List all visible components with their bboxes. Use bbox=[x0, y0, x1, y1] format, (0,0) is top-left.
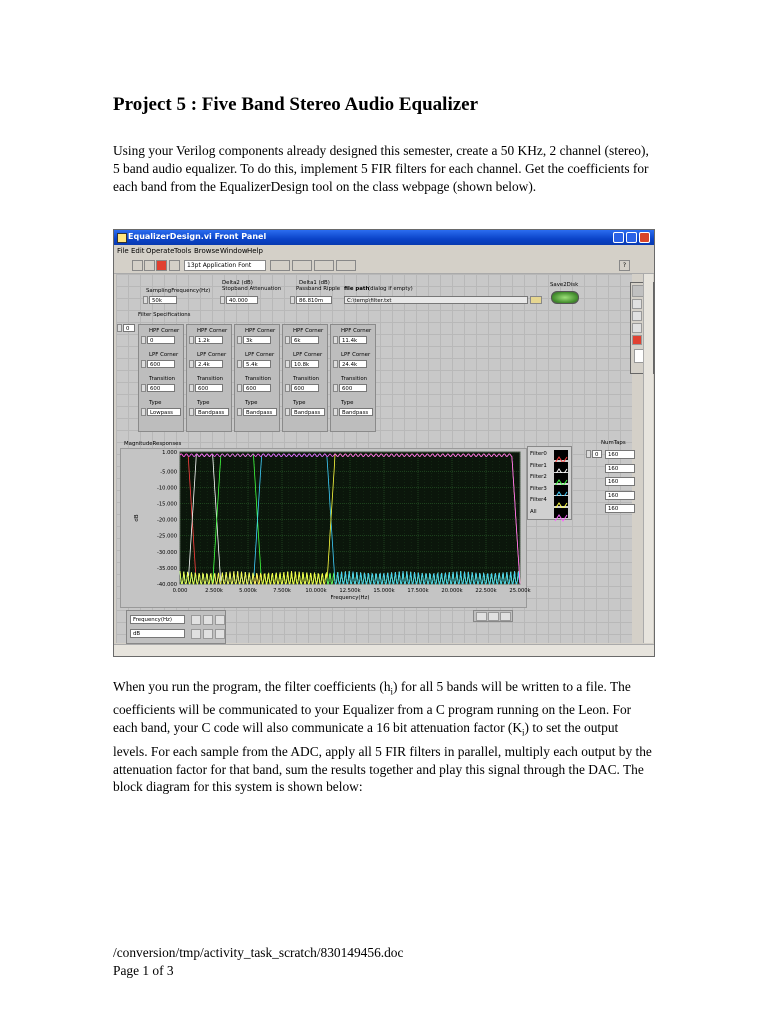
filter-spec-4 bbox=[330, 324, 376, 432]
font-selector[interactable]: 13pt Application Font bbox=[184, 260, 266, 271]
filter-3-hpf-spinner[interactable] bbox=[285, 336, 290, 344]
y-tick-label: -30.000 bbox=[156, 549, 177, 556]
filter-2-type-spinner[interactable] bbox=[237, 408, 242, 416]
filter-1-hpf-field[interactable]: 1.2k bbox=[195, 336, 223, 344]
filter-index-field[interactable]: 0 bbox=[123, 324, 135, 332]
resize-icon[interactable] bbox=[314, 260, 334, 271]
filter-1-type-field[interactable]: Bandpass bbox=[195, 408, 229, 416]
cursor-move-icon[interactable] bbox=[215, 615, 225, 625]
filter-index-spinner[interactable] bbox=[117, 324, 122, 332]
filter-4-lpf-spinner[interactable] bbox=[333, 360, 338, 368]
cursor-legend bbox=[126, 610, 226, 644]
filter-spec-0 bbox=[138, 324, 184, 432]
numtaps-value[interactable]: 160 bbox=[605, 504, 635, 513]
cursor-move2-icon[interactable] bbox=[215, 629, 225, 639]
front-panel bbox=[116, 274, 632, 643]
filter-2-type-field[interactable]: Bandpass bbox=[243, 408, 277, 416]
filter-0-hpf-spinner[interactable] bbox=[141, 336, 146, 344]
filter-4-type-label: Type bbox=[341, 400, 354, 406]
pan-hand-icon[interactable] bbox=[500, 612, 511, 621]
x-tick-label: 0.000 bbox=[172, 588, 188, 594]
text-tool-icon[interactable] bbox=[632, 311, 642, 321]
y-tick-label: 1.000 bbox=[162, 450, 177, 456]
sampling-spinner[interactable] bbox=[143, 296, 148, 304]
filter-3-transition-label: Transition bbox=[293, 376, 320, 382]
filter-3-transition-field[interactable]: 600 bbox=[291, 384, 319, 392]
filter-4-type-field[interactable]: Bandpass bbox=[339, 408, 373, 416]
y-tick-label: -15.000 bbox=[156, 501, 177, 508]
close-button[interactable] bbox=[639, 232, 650, 243]
filter-0-lpf-field[interactable]: 600 bbox=[147, 360, 175, 368]
run-arrow-icon[interactable] bbox=[132, 260, 143, 271]
filter-2-lpf-field[interactable]: 5.4k bbox=[243, 360, 271, 368]
color-copy-icon[interactable] bbox=[632, 335, 642, 345]
y-tick-label: -40.000 bbox=[156, 582, 177, 588]
filter-0-lpf-label: LPF Corner bbox=[149, 352, 179, 358]
y-axis-label: dB bbox=[134, 514, 140, 522]
footer-page: Page 1 of 3 bbox=[113, 962, 174, 978]
plot-legend bbox=[527, 446, 572, 520]
filter-3-transition-spinner[interactable] bbox=[285, 384, 290, 392]
body-paragraph: When you run the program, the filter coefficients $(h_i)$ for all 5 bands will be written to a file. The coefficients will be communicated to your Equalizer from a C program running on the Leon. For each band, your C code will also communicate a 16 bit attenuation factor $(K_i)$ to set the output levels. For each sample from the ADC, apply all 5 FIR filters in parallel, multiply each output by the attenuation factor for that band, sum the results together and play this signal through the DAC. The block diagram for this system is shown below: bbox=[113, 679, 652, 795]
numtaps-value[interactable]: 160 bbox=[605, 491, 635, 500]
menu-help[interactable]: Help bbox=[247, 247, 263, 255]
y-tick-label: -25.000 bbox=[156, 533, 177, 540]
magnitude-graph bbox=[120, 448, 531, 608]
x-tick-label: 5.000k bbox=[239, 588, 257, 594]
numtaps-value[interactable]: 160 bbox=[605, 477, 635, 486]
filter-2-hpf-spinner[interactable] bbox=[237, 336, 242, 344]
filter-0-hpf-field[interactable]: 0 bbox=[147, 336, 175, 344]
filter-spec-2 bbox=[234, 324, 280, 432]
delta2-field[interactable]: 40.000 bbox=[226, 296, 258, 304]
filter-4-lpf-label: LPF Corner bbox=[341, 352, 371, 358]
filter-spec-label: Filter Specifications bbox=[138, 312, 191, 318]
filter-1-transition-label: Transition bbox=[197, 376, 224, 382]
legend-swatch[interactable] bbox=[554, 485, 568, 495]
menu-window[interactable]: Window bbox=[220, 247, 248, 255]
x-tick-label: 2.500k bbox=[205, 588, 223, 594]
filter-1-type-label: Type bbox=[197, 400, 210, 406]
legend-swatch[interactable] bbox=[554, 508, 568, 518]
delta1-field[interactable]: 86.810m bbox=[296, 296, 332, 304]
cursor-db-field[interactable]: dB bbox=[130, 629, 185, 638]
delta2-spinner[interactable] bbox=[220, 296, 225, 304]
x-tick-label: 25.000k bbox=[509, 588, 531, 594]
sampling-label: SamplingFrequency(Hz) bbox=[146, 288, 211, 294]
filter-0-transition-field[interactable]: 600 bbox=[147, 384, 175, 392]
filter-3-hpf-field[interactable]: 6k bbox=[291, 336, 319, 344]
probe-tool-icon[interactable] bbox=[632, 323, 642, 333]
filter-0-type-label: Type bbox=[149, 400, 162, 406]
filter-0-lpf-spinner[interactable] bbox=[141, 360, 146, 368]
document-title: Project 5 : Five Band Stereo Audio Equalizer bbox=[113, 94, 479, 115]
browse-folder-icon[interactable] bbox=[530, 296, 542, 304]
pause-icon[interactable] bbox=[169, 260, 180, 271]
delta1-spinner[interactable] bbox=[290, 296, 295, 304]
x-tick-label: 10.000k bbox=[305, 588, 327, 594]
filter-1-type-spinner[interactable] bbox=[189, 408, 194, 416]
filter-3-type-label: Type bbox=[293, 400, 306, 406]
legend-item-label: All bbox=[530, 508, 537, 515]
filter-spec-1 bbox=[186, 324, 232, 432]
labview-window bbox=[113, 229, 655, 657]
filter-2-transition-label: Transition bbox=[245, 376, 272, 382]
footer-path: /conversion/tmp/activity_task_scratch/830149456.doc bbox=[113, 945, 404, 960]
maximize-button[interactable] bbox=[626, 232, 637, 243]
filter-1-transition-spinner[interactable] bbox=[189, 384, 194, 392]
legend-item-label: Filter4 bbox=[530, 497, 547, 503]
reorder-icon[interactable] bbox=[336, 260, 356, 271]
delta2-label: Delta2 (dB) bbox=[222, 280, 253, 286]
numtaps-value[interactable]: 160 bbox=[605, 450, 635, 459]
filter-3-lpf-field[interactable]: 10.8k bbox=[291, 360, 319, 368]
x-tick-label: 7.500k bbox=[273, 588, 291, 594]
filter-3-type-spinner[interactable] bbox=[285, 408, 290, 416]
y-tick-label: -20.000 bbox=[156, 517, 177, 524]
delta1-sublabel: Passband Ripple bbox=[296, 286, 341, 292]
filter-1-transition-field[interactable]: 600 bbox=[195, 384, 223, 392]
filter-0-transition-label: Transition bbox=[149, 376, 176, 382]
filter-3-hpf-label: HPF Corner bbox=[293, 328, 324, 334]
help-icon[interactable]: ? bbox=[619, 260, 630, 271]
cursor-style-icon[interactable] bbox=[203, 615, 213, 625]
app-icon bbox=[117, 233, 127, 243]
save-label: Save2Disk bbox=[550, 282, 579, 288]
operate-tool-icon[interactable] bbox=[632, 299, 642, 309]
x-axis-label: Frequency(Hz) bbox=[330, 595, 370, 601]
filter-4-transition-label: Transition bbox=[341, 376, 368, 382]
filter-2-type-label: Type bbox=[245, 400, 258, 406]
menu-edit[interactable]: Edit bbox=[131, 247, 145, 255]
legend-swatch[interactable] bbox=[554, 450, 568, 460]
numtaps-index[interactable]: 0 bbox=[592, 450, 602, 458]
legend-swatch[interactable] bbox=[554, 473, 568, 483]
filepath-label: file path bbox=[344, 286, 370, 292]
window-title: EqualizerDesign.vi Front Panel bbox=[128, 232, 267, 241]
x-tick-label: 22.500k bbox=[475, 588, 497, 594]
numtaps-label: NumTaps bbox=[601, 440, 626, 446]
filter-2-hpf-label: HPF Corner bbox=[245, 328, 276, 334]
filter-1-lpf-label: LPF Corner bbox=[197, 352, 227, 358]
filter-spec-3 bbox=[282, 324, 328, 432]
filter-4-type-spinner[interactable] bbox=[333, 408, 338, 416]
crosshair-icon[interactable] bbox=[476, 612, 487, 621]
graph-label: MagnitudeResponses bbox=[124, 441, 182, 447]
legend-swatch[interactable] bbox=[554, 496, 568, 506]
filepath-hint: (dialog if empty) bbox=[368, 286, 413, 292]
filter-2-lpf-spinner[interactable] bbox=[237, 360, 242, 368]
filter-0-type-spinner[interactable] bbox=[141, 408, 146, 416]
vertical-scrollbar[interactable] bbox=[643, 274, 653, 643]
abort-icon[interactable] bbox=[156, 260, 167, 271]
cursor-style2-icon[interactable] bbox=[203, 629, 213, 639]
graph-palette bbox=[473, 610, 513, 622]
filter-1-lpf-field[interactable]: 2.4k bbox=[195, 360, 223, 368]
x-tick-label: 17.500k bbox=[407, 588, 429, 594]
filter-0-transition-spinner[interactable] bbox=[141, 384, 146, 392]
save-toggle[interactable] bbox=[551, 291, 579, 304]
menu-bar bbox=[114, 246, 654, 257]
delta1-label: Delta1 (dB) bbox=[299, 280, 330, 286]
sampling-field[interactable]: 50k bbox=[149, 296, 177, 304]
cursor-lock-icon[interactable] bbox=[191, 615, 201, 625]
menu-browse[interactable]: Browse bbox=[194, 247, 220, 255]
distribute-icon[interactable] bbox=[292, 260, 312, 271]
toolbar bbox=[114, 258, 654, 274]
intro-paragraph: Using your Verilog components already designed this semester, create a 50 KHz, 2 channel (stereo), 5 band audio equalizer. To do this, implement 5 FIR filters for each channel. Get the coefficients for each band from the EqualizerDesign tool on the class webpage (shown below). bbox=[113, 143, 649, 194]
filter-1-lpf-spinner[interactable] bbox=[189, 360, 194, 368]
filter-0-hpf-label: HPF Corner bbox=[149, 328, 180, 334]
numtaps-spinner[interactable] bbox=[586, 450, 591, 458]
filter-4-hpf-label: HPF Corner bbox=[341, 328, 372, 334]
legend-swatch[interactable] bbox=[554, 462, 568, 472]
menu-file[interactable]: File bbox=[117, 247, 129, 255]
cursor-lock2-icon[interactable] bbox=[191, 629, 201, 639]
filter-2-transition-spinner[interactable] bbox=[237, 384, 242, 392]
filter-0-type-field[interactable]: Lowpass bbox=[147, 408, 181, 416]
legend-item-label: Filter0 bbox=[530, 451, 547, 457]
filter-4-lpf-field[interactable]: 24.4k bbox=[339, 360, 367, 368]
zoom-icon[interactable] bbox=[488, 612, 499, 621]
filter-4-hpf-spinner[interactable] bbox=[333, 336, 338, 344]
filter-2-transition-field[interactable]: 600 bbox=[243, 384, 271, 392]
filter-3-type-field[interactable]: Bandpass bbox=[291, 408, 325, 416]
legend-item-label: Filter3 bbox=[530, 485, 547, 492]
horizontal-scrollbar[interactable] bbox=[114, 644, 654, 656]
numtaps-value[interactable]: 160 bbox=[605, 464, 635, 473]
x-tick-label: 12.500k bbox=[339, 588, 361, 594]
filter-1-hpf-label: HPF Corner bbox=[197, 328, 228, 334]
filter-2-hpf-field[interactable]: 3k bbox=[243, 336, 271, 344]
menu-tools[interactable]: Tools bbox=[174, 247, 192, 255]
window-titlebar bbox=[114, 230, 654, 245]
filter-3-lpf-label: LPF Corner bbox=[293, 352, 323, 358]
filter-4-transition-field[interactable]: 600 bbox=[339, 384, 367, 392]
y-tick-label: -5.000 bbox=[160, 469, 177, 476]
y-tick-label: -10.000 bbox=[156, 485, 177, 492]
filter-3-lpf-spinner[interactable] bbox=[285, 360, 290, 368]
filter-2-lpf-label: LPF Corner bbox=[245, 352, 275, 358]
filter-4-hpf-field[interactable]: 11.4k bbox=[339, 336, 367, 344]
delta2-sublabel: Stopband Attenuation bbox=[222, 286, 282, 292]
run-continuous-icon[interactable] bbox=[144, 260, 155, 271]
align-icon[interactable] bbox=[270, 260, 290, 271]
x-tick-label: 20.000k bbox=[441, 588, 463, 594]
menu-operate[interactable]: Operate bbox=[146, 247, 175, 255]
legend-item-label: Filter2 bbox=[530, 474, 547, 480]
minimize-button[interactable] bbox=[613, 232, 624, 243]
legend-item-label: Filter1 bbox=[530, 462, 547, 469]
filter-1-hpf-spinner[interactable] bbox=[189, 336, 194, 344]
x-tick-label: 15.000k bbox=[373, 588, 395, 594]
filepath-field[interactable]: C:\temp\filter.txt bbox=[344, 296, 528, 304]
y-tick-label: -35.000 bbox=[156, 565, 177, 572]
filter-4-transition-spinner[interactable] bbox=[333, 384, 338, 392]
cursor-frequency-field[interactable]: Frequency(Hz) bbox=[130, 615, 185, 624]
footer bbox=[113, 944, 403, 980]
